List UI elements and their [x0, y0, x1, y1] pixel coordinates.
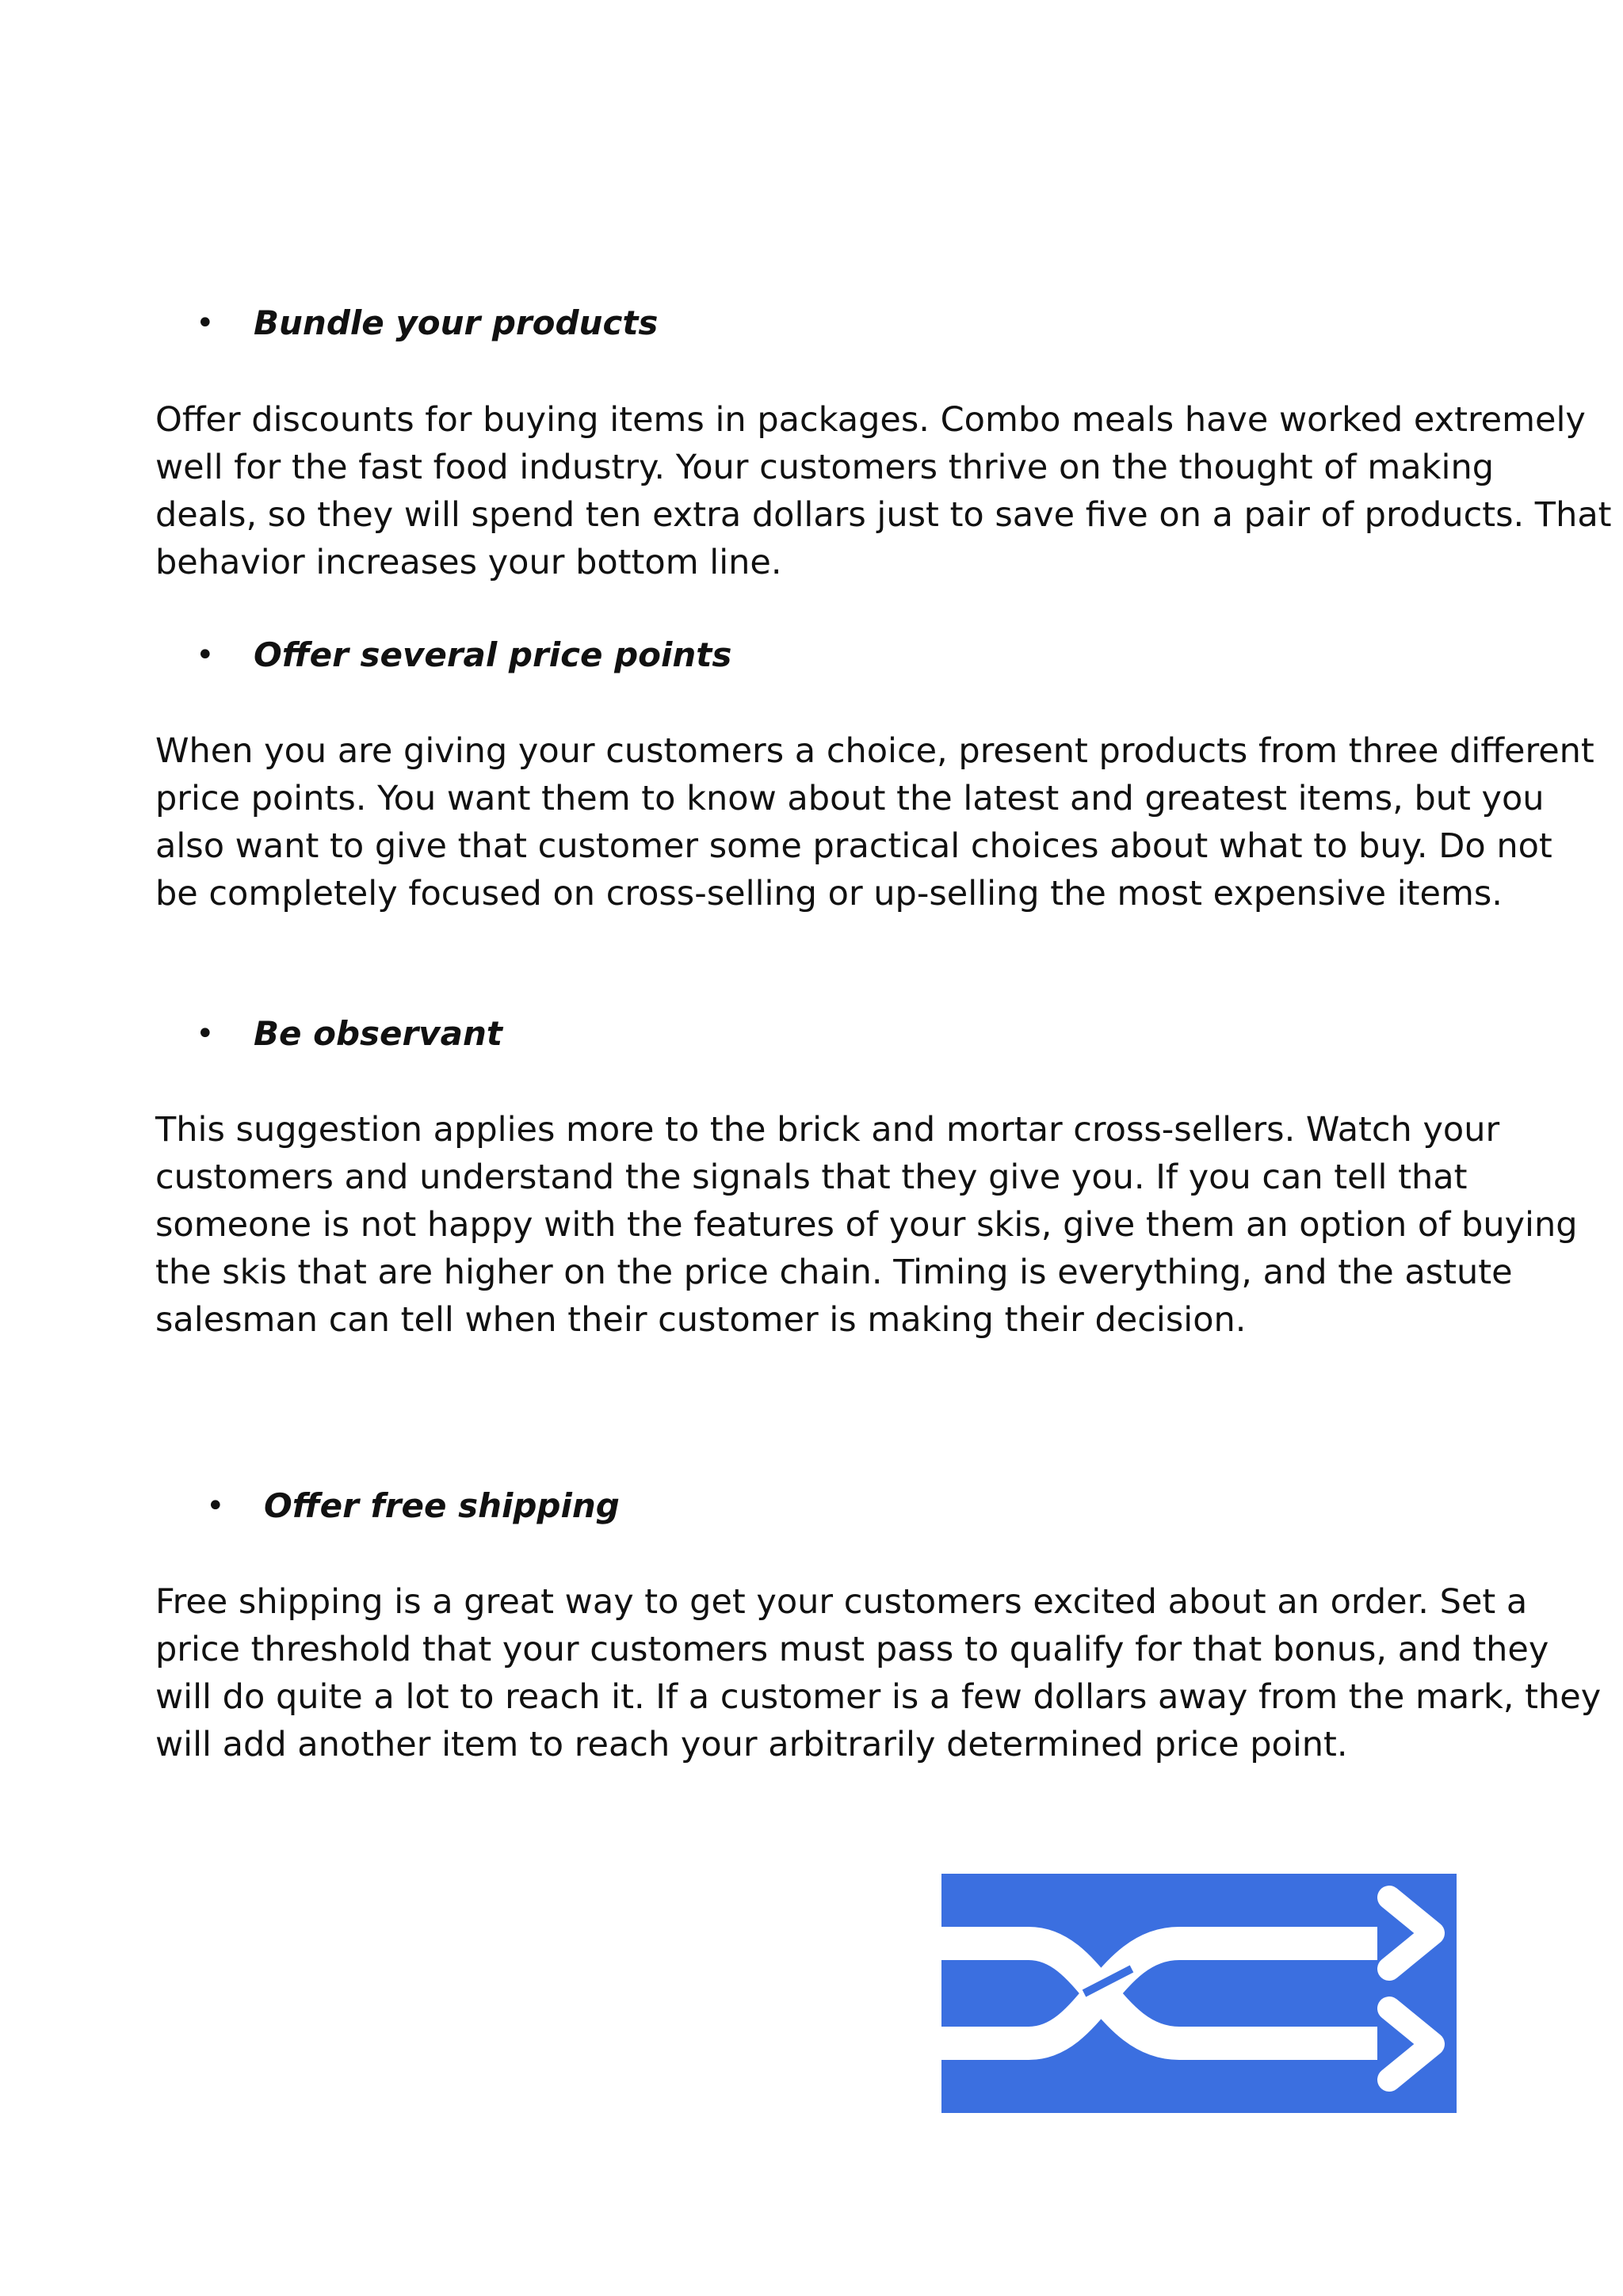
bullet: • — [206, 1488, 225, 1524]
paragraph-line: customers and understand the signals that they give you. If you can tell that — [155, 1158, 1468, 1197]
paragraph-line: well for the fast food industry. Your customers thrive on the thought of making — [155, 448, 1494, 487]
paragraph-line: be completely focused on cross-selling or up-selling the most expensive items. — [155, 874, 1503, 913]
paragraph-line: will add another item to reach your arbitrarily determined price point. — [155, 1725, 1348, 1764]
paragraph-line: behavior increases your bottom line. — [155, 543, 782, 582]
section-paragraph-observant — [155, 1106, 1578, 1344]
heading-label: Offer free shipping — [264, 1486, 620, 1525]
heading-label: Bundle your products — [254, 303, 659, 342]
section-paragraph-price-points — [155, 727, 1594, 917]
paragraph-line: salesman can tell when their customer is making their decision. — [155, 1300, 1247, 1340]
paragraph-line: This suggestion applies more to the brick and mortar cross-sellers. Watch your — [155, 1110, 1500, 1150]
paragraph-line: When you are giving your customers a choice, present products from three different — [155, 731, 1594, 771]
bullet: • — [196, 1016, 215, 1052]
paragraph-line: Offer discounts for buying items in packages. Combo meals have worked extremely — [155, 400, 1586, 440]
paragraph-line: also want to give that customer some practical choices about what to buy. Do not — [155, 826, 1552, 866]
paragraph-line: Free shipping is a great way to get your customers excited about an order. Set a — [155, 1582, 1528, 1622]
paragraph-line: the skis that are higher on the price chain. Timing is everything, and the astute — [155, 1253, 1513, 1292]
section-paragraph-bundle — [155, 396, 1612, 586]
section-paragraph-free-shipping — [155, 1578, 1602, 1768]
bullet: • — [196, 305, 215, 341]
bullet: • — [196, 637, 215, 673]
heading-label: Offer several price points — [254, 635, 732, 674]
heading-label: Be observant — [254, 1014, 502, 1053]
paragraph-line: deals, so they will spend ten extra dollars just to save five on a pair of products. That — [155, 495, 1612, 535]
paragraph-line: price points. You want them to know about the latest and greatest items, but you — [155, 779, 1545, 818]
paragraph-line: price threshold that your customers must pass to qualify for that bonus, and they — [155, 1630, 1549, 1669]
paragraph-line: someone is not happy with the features of your skis, give them an option of buying — [155, 1205, 1578, 1245]
paragraph-line: will do quite a lot to reach it. If a customer is a few dollars away from the mark, they — [155, 1677, 1602, 1717]
shuffle-arrows-icon — [941, 1874, 1457, 2113]
